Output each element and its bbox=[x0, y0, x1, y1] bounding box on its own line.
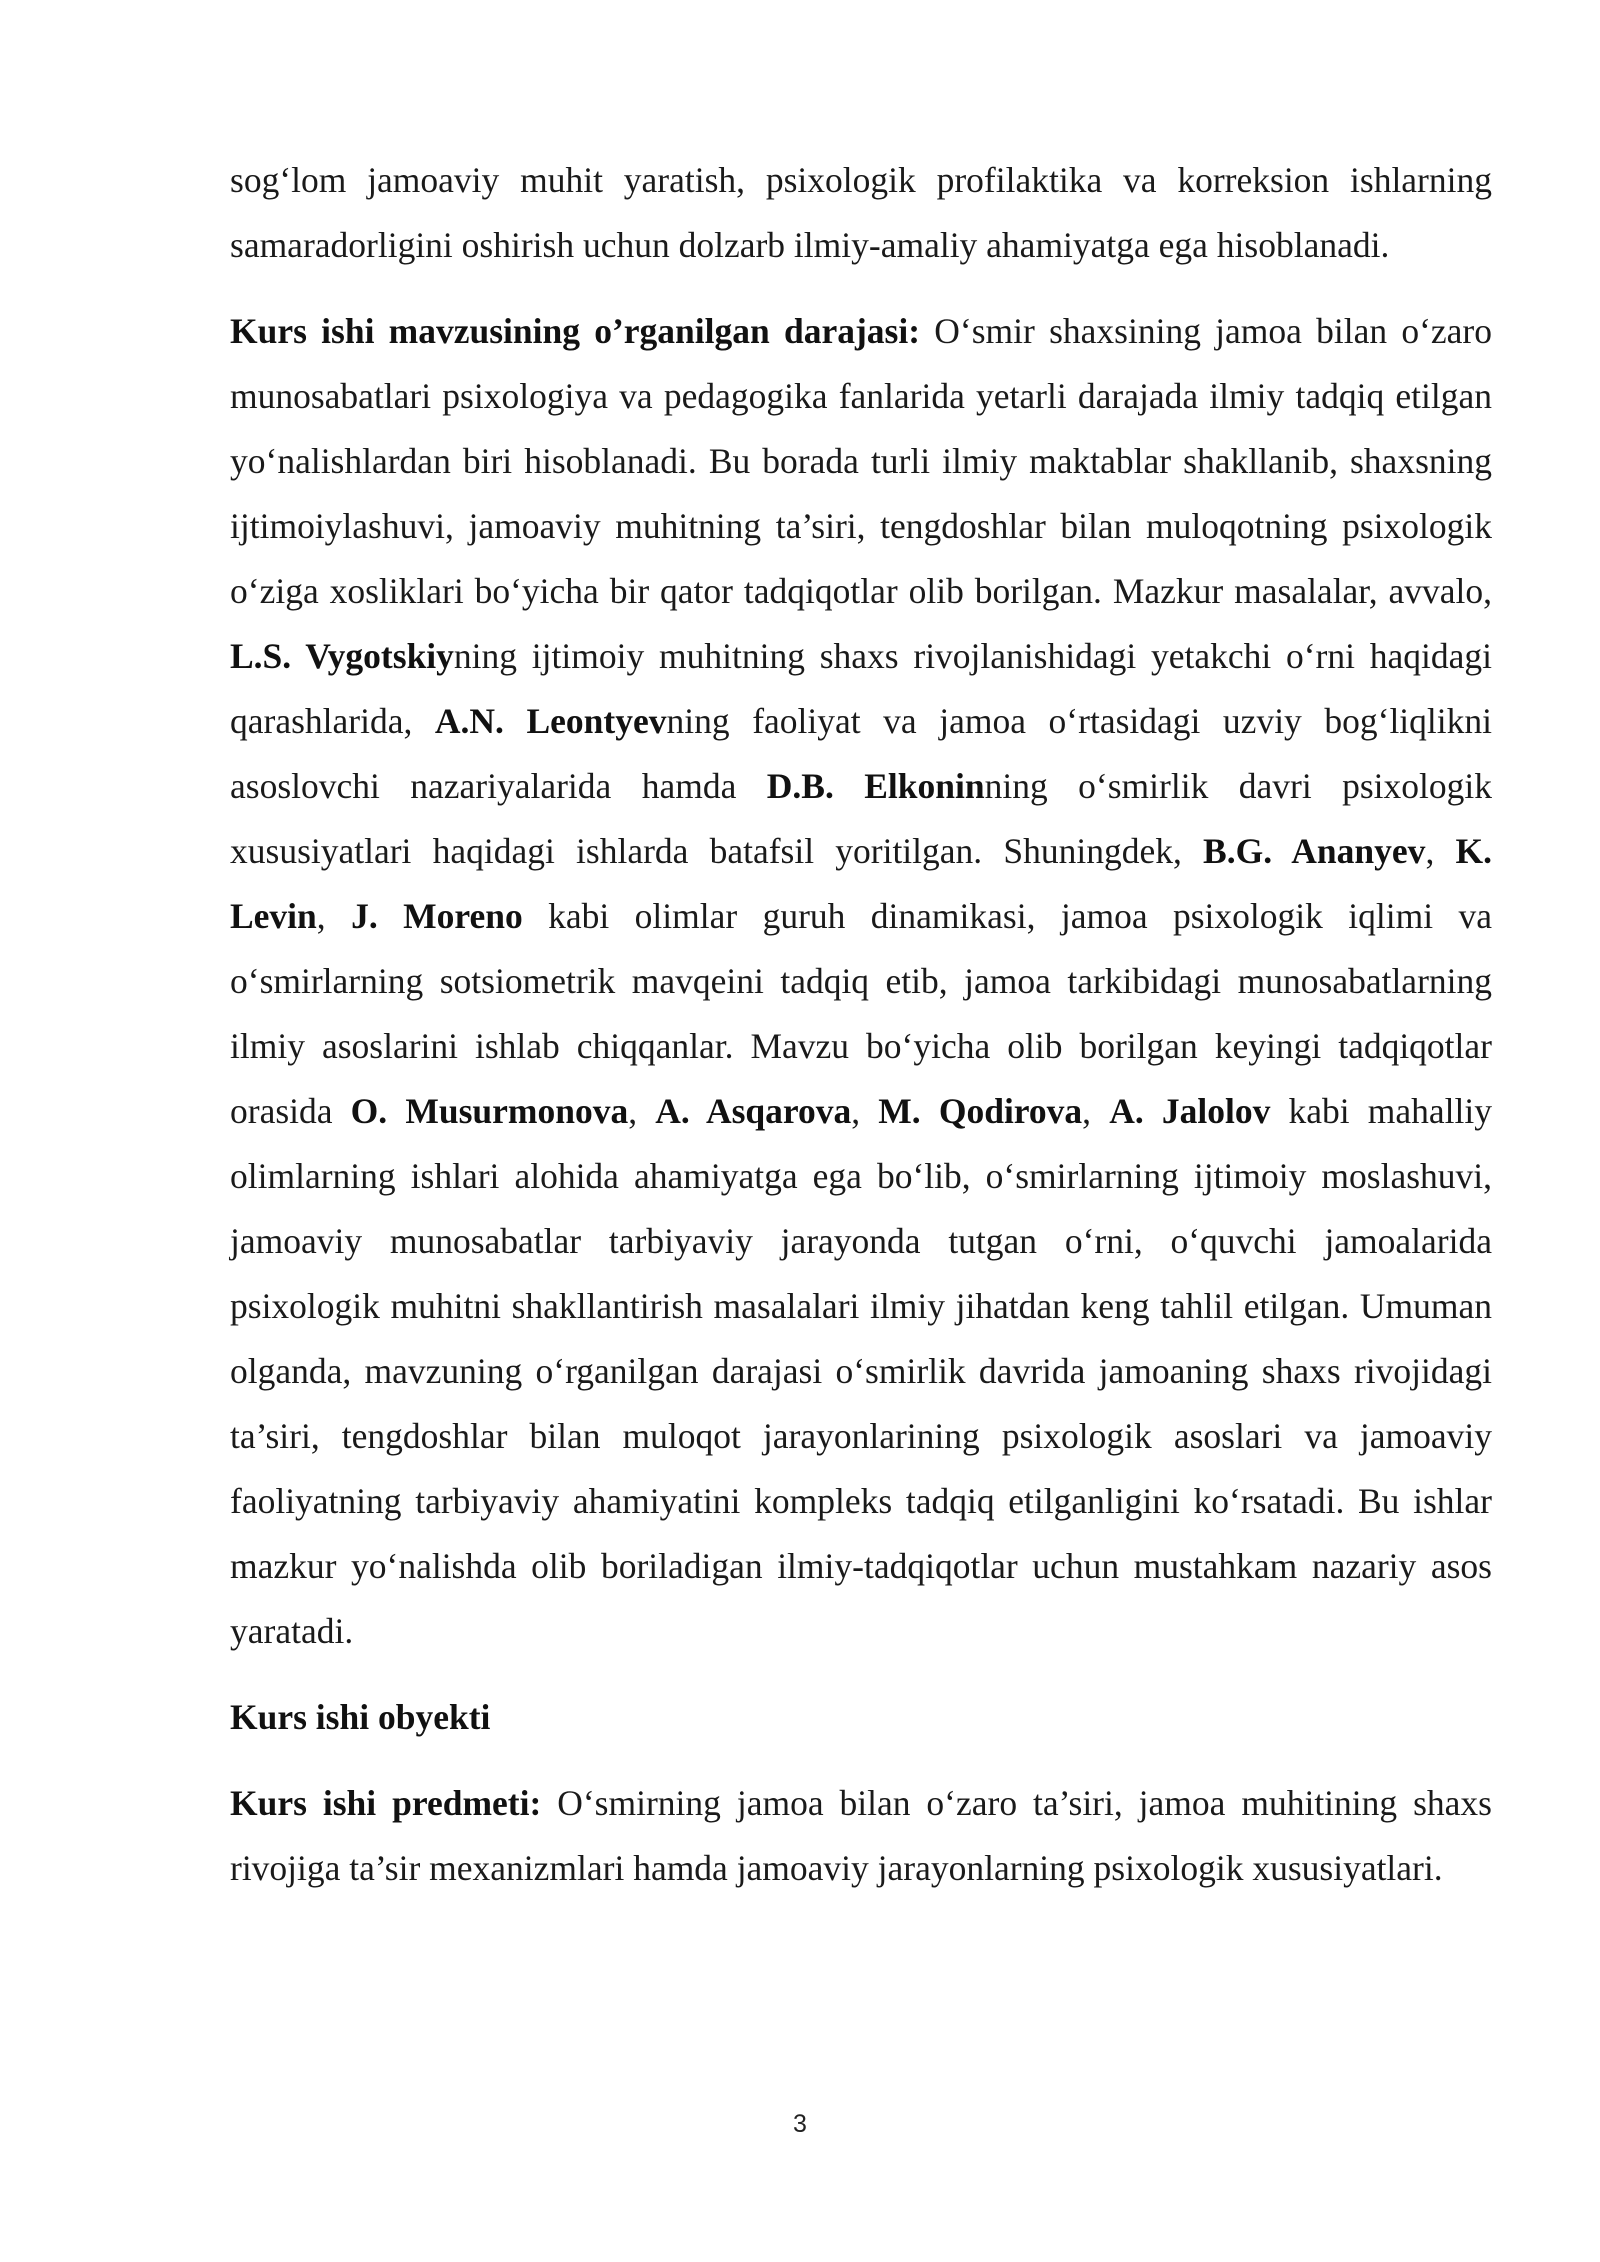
body-text: sog‘lom jamoaviy muhit yaratish, psixologik profilaktika va korreksion ishlarning samaradorligini oshirish uchun dolzarb ilmiy-amaliy ahamiyatga ega hisoblanadi. bbox=[230, 160, 1492, 265]
author-name: A. Jalolov bbox=[1109, 1091, 1271, 1131]
body-text: O‘smir shaxsining jamoa bilan o‘zaro munosabatlari psixologiya va pedagogika fanlarida yetarli darajada ilmiy tadqiq etilgan yo‘nalishlardan biri hisoblanadi. Bu borada turli ilmiy maktablar shakllanib, shaxsning ijtimoiylashuvi, jamoaviy muhitning ta’siri, tengdoshlar bilan muloqotning psixologik o‘ziga xosliklari bo‘yicha bir qator tadqiqotlar olib borilgan. Mazkur masalalar, avvalo, bbox=[230, 311, 1492, 611]
paragraph bbox=[230, 1685, 1492, 1750]
body-text: O‘smirning jamoa bilan o‘zaro ta’siri, jamoa muhitining shaxs rivojiga ta’sir mexanizmlari hamda jamoaviy jarayonlarning psixologik xususiyatlari. bbox=[230, 1783, 1492, 1888]
body-text: , bbox=[316, 896, 352, 936]
body-text: , bbox=[628, 1091, 656, 1131]
paragraph bbox=[230, 148, 1492, 278]
body-text: , bbox=[1425, 831, 1456, 871]
paragraph bbox=[230, 299, 1492, 1664]
author-name: O. Musurmonova bbox=[350, 1091, 629, 1131]
section-heading: Kurs ishi predmeti: bbox=[230, 1783, 542, 1823]
body-text: ning ijtimoiy muhitning shaxs rivojlanishidagi yetakchi o‘rni haqidagi qarashlarida, bbox=[230, 636, 1492, 741]
document-body bbox=[230, 148, 1492, 1922]
author-name: D.B. Elkonin bbox=[766, 766, 985, 806]
author-name: L.S. Vygotskiy bbox=[230, 636, 454, 676]
section-heading: Kurs ishi mavzusining o’rganilgan darajasi: bbox=[230, 311, 921, 351]
author-name: M. Qodirova bbox=[878, 1091, 1083, 1131]
paragraph bbox=[230, 1771, 1492, 1901]
body-text: , bbox=[1082, 1091, 1110, 1131]
author-name: A.N. Leontyev bbox=[434, 701, 667, 741]
author-name: J. Moreno bbox=[351, 896, 523, 936]
author-name: K. Levin bbox=[230, 831, 1492, 936]
author-name: A. Asqarova bbox=[655, 1091, 852, 1131]
page-number: 3 bbox=[793, 2110, 807, 2138]
body-text: , bbox=[851, 1091, 879, 1131]
section-heading: Kurs ishi obyekti bbox=[230, 1697, 491, 1737]
body-text: kabi mahalliy olimlarning ishlari alohida ahamiyatga ega bo‘lib, o‘smirlarning ijtimoiy moslashuvi, jamoaviy munosabatlar tarbiyaviy jarayonda tutgan o‘rni, o‘quvchi jamoalarida psixologik muhitni shakllantirish masalalari ilmiy jihatdan keng tahlil etilgan. Umuman olganda, mavzuning o‘rganilgan darajasi o‘smirlik davrida jamoaning shaxs rivojidagi ta’siri, tengdoshlar bilan muloqot jarayonlarining psixologik asoslari va jamoaviy faoliyatning tarbiyaviy ahamiyatini kompleks tadqiq etilganligini ko‘rsatadi. Bu ishlar mazkur yo‘nalishda olib boriladigan ilmiy-tadqiqotlar uchun mustahkam nazariy asos yaratadi. bbox=[230, 1091, 1493, 1651]
body-text: ning faoliyat va jamoa o‘rtasidagi uzviy bog‘liqlikni asoslovchi nazariyalarida hamda bbox=[230, 701, 1493, 806]
body-text: ning o‘smirlik davri psixologik xususiyatlari haqidagi ishlarda batafsil yoritilgan. Shuningdek, bbox=[230, 766, 1492, 871]
body-text: kabi olimlar guruh dinamikasi, jamoa psixologik iqlimi va o‘smirlarning sotsiometrik mavqeini tadqiq etib, jamoa tarkibidagi munosabatlarning ilmiy asoslarini ishlab chiqqanlar. Mavzu bo‘yicha olib borilgan keyingi tadqiqotlar orasida bbox=[230, 896, 1493, 1131]
author-name: B.G. Ananyev bbox=[1203, 831, 1426, 871]
